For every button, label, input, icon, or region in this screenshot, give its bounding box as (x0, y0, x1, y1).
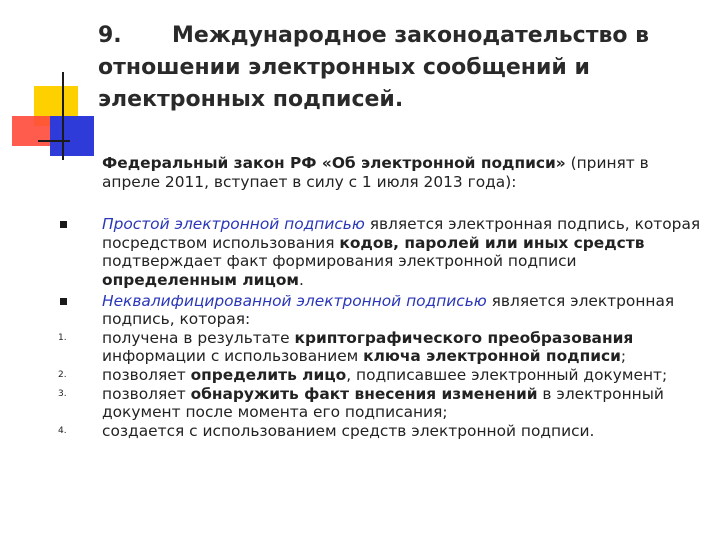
title-number: 9. (98, 23, 122, 48)
bullet-item-unqualified-signature (0, 292, 720, 329)
list-number: 4. (58, 425, 67, 436)
list-item (0, 329, 720, 366)
list-bold: обнаружить факт внесения изменений (190, 384, 538, 403)
item1-bold1: кодов, паролей или иных средств (339, 233, 645, 252)
list-item (0, 366, 720, 385)
title-text: Международное законодательство в отношении электронных сообщений и электронных подписей. (98, 23, 650, 112)
list-text: создается с использованием средств электронной подписи. (102, 421, 595, 440)
item1-bold2: определенным лицом (102, 270, 299, 289)
intro-paragraph (0, 154, 720, 191)
list-item (0, 385, 720, 422)
law-name: Федеральный закон РФ «Об электронной подписи» (102, 154, 566, 172)
list-text: ; (620, 347, 627, 366)
list-item (0, 422, 720, 441)
decor-blue-square (50, 116, 94, 156)
term-simple: Простой электронной подписью (102, 215, 365, 234)
list-bold: ключа электронной подписи (363, 347, 621, 366)
decor-vertical-line (62, 72, 64, 160)
list-number: 3. (58, 388, 67, 399)
item1-text1: является электронная подпись, которая посредством использования (102, 215, 701, 252)
list-text: в электронный документ после момента его подписания; (102, 384, 664, 422)
intro-rest: (принят в апреле 2011, вступает в силу с 1 июля 2013 года): (102, 154, 649, 191)
list-text: получена в результате (102, 328, 295, 347)
slide-title (98, 20, 698, 116)
slide-body (0, 154, 720, 440)
list-text: информации с использованием (102, 347, 364, 366)
list-bold: криптографического преобразования (294, 328, 634, 347)
term-unqualified: Неквалифицированной электронной подписью (102, 291, 487, 310)
decor-horizontal-line (38, 140, 70, 142)
list-number: 1. (58, 332, 67, 343)
list-bold: определить лицо (190, 365, 347, 384)
item1-text2: подтверждает факт формирования электронной подписи (102, 252, 577, 271)
item1-text3: . (298, 270, 304, 289)
item2-text1: является электронная подпись, которая: (102, 291, 675, 329)
list-text: , подписавшее электронный документ; (346, 365, 668, 384)
bullet-square-icon (60, 298, 67, 305)
bullet-item-simple-signature (0, 215, 720, 289)
list-number: 2. (58, 369, 67, 380)
list-text: позволяет (102, 365, 191, 384)
bullet-square-icon (60, 221, 67, 228)
list-text: позволяет (102, 384, 191, 403)
